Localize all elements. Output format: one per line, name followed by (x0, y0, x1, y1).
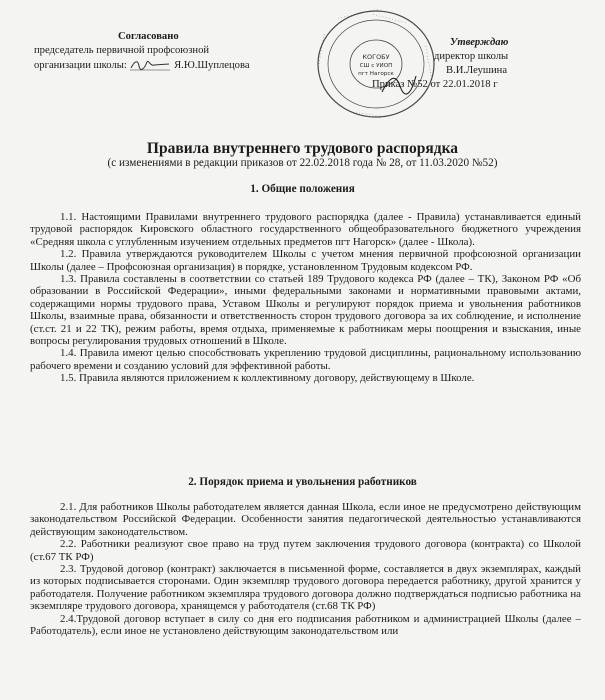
seal-line3: пгт Нагорск (358, 71, 394, 77)
approved-line2: В.И.Леушина (446, 65, 508, 76)
svg-text:· · · · · · · · · · ·: · · · · · · · · · · · (316, 33, 328, 69)
paragraph-1-5: 1.5. Правила являются приложением к коллективному договору, действующему в Школе. (60, 372, 475, 385)
seal-line1: КОГОБУ (362, 53, 390, 61)
paragraph-1-3: 1.3. Правила составлены в соответствии со статьей 189 Трудового кодекса РФ (далее – ТК), Законом РФ «Об образовании в Российской Федерации», иными федеральными законами и нормативными правовыми актами, содержащими нормы трудового права, Уставом Школы и регулируют порядок приема и увольнения работников Школы, взаимные права, обязанности и ответственность сторон трудового договора за их соблюдение, и исполнение (ст.ст. 21 и 22 ТК), режим работы, время отдыха, применяемые к работникам меры поощрения и взыскания, иные вопросы регулирования трудовых отношений в Школе. (30, 273, 581, 348)
paragraph-2-3: 2.3. Трудовой договор (контракт) заключается в письменной форме, составляется в двух экземплярах, каждый из которых подписывается сторонами. Один экземпляр трудового договора передается работнику, другой хранится у работодателя. Получение работником экземпляра трудового договора должно подтверждаться подписью работника на экземпляре трудового договора, хранящемся у работодателя (ст.68 ТК РФ) (30, 563, 581, 613)
agreed-line2-name: Я.Ю.Шуплецова (174, 60, 250, 71)
section1-heading: 1. Общие положения (250, 183, 355, 195)
agreed-line2 (34, 58, 250, 73)
paragraph-1-1: 1.1. Настоящими Правилами внутреннего трудового распорядка (далее - Правила) устанавливается единый трудовой распорядок Кировского областного государственного общеобразовательного бюджетного учреждения «Средняя школа с углубленным изучением отдельных предметов пгт Нагорск» (далее - Школа). (30, 211, 581, 248)
approved-title: Утверждаю (450, 37, 509, 48)
paragraph-2-4: 2.4.Трудовой договор вступает в силу со дня его подписания работником и администрацией Школы (далее – Работодатель), если иное не установлено действующим законодательством или (30, 612, 581, 638)
agreed-line2-prefix: организации школы: (34, 60, 127, 71)
svg-text:· · · · · · · · · · ·: · · · · · · · · · · · (371, 12, 407, 27)
section2-heading: 2. Порядок приема и увольнения работников (188, 476, 417, 488)
paragraph-1-4: 1.4. Правила имеют целью способствовать укреплению трудовой дисциплины, рациональному использованию рабочего времени и созданию условий для эффективной работы. (30, 347, 581, 372)
paragraph-2-2: 2.2. Работники реализуют свое право на труд путем заключения трудового договора (контракта) со Школой (ст.67 ТК РФ) (30, 538, 581, 563)
seal-line2: СШ с УИОП (359, 63, 393, 69)
approved-line3: Приказ №52 от 22.01.2018 г (372, 79, 498, 90)
approved-line1: директор школы (434, 51, 509, 62)
svg-text:· · · · · · · · · · · · ·: · · · · · · · · · · · · · (337, 7, 379, 22)
approval-header (0, 0, 605, 121)
section1-body (30, 211, 581, 385)
paragraph-2-1: 2.1. Для работников Школы работодателем является данная Школа, если иное не предусмотрено действующим законодательством Российской Федерации. Особенности занятия педагогической деятельностью устанавливаются действующим законодательством. (30, 501, 581, 538)
svg-text:· · · · · · · · · ·: · · · · · · · · · · (351, 110, 384, 121)
document-subtitle: (с изменениями в редакции приказов от 22.02.2018 года № 28, от 11.03.2020 №52) (107, 157, 498, 169)
agreed-block (34, 30, 250, 73)
svg-text:· · · · · · · · · · ·: · · · · · · · · · · · (422, 45, 434, 81)
paragraph-1-2: 1.2. Правила утверждаются руководителем Школы с учетом мнения первичной профсоюзной организации Школы (далее – Профсоюзная организация) в порядке, установленном Трудовым кодексом РФ. (30, 248, 581, 273)
section2-body (30, 501, 581, 637)
agreed-title: Согласовано (118, 31, 179, 42)
signature-scrawl (129, 58, 171, 71)
approved-block (372, 36, 508, 92)
document-title: Правила внутреннего трудового распорядка (146, 140, 459, 157)
agreed-line1: председатель первичной профсоюзной (34, 45, 210, 56)
